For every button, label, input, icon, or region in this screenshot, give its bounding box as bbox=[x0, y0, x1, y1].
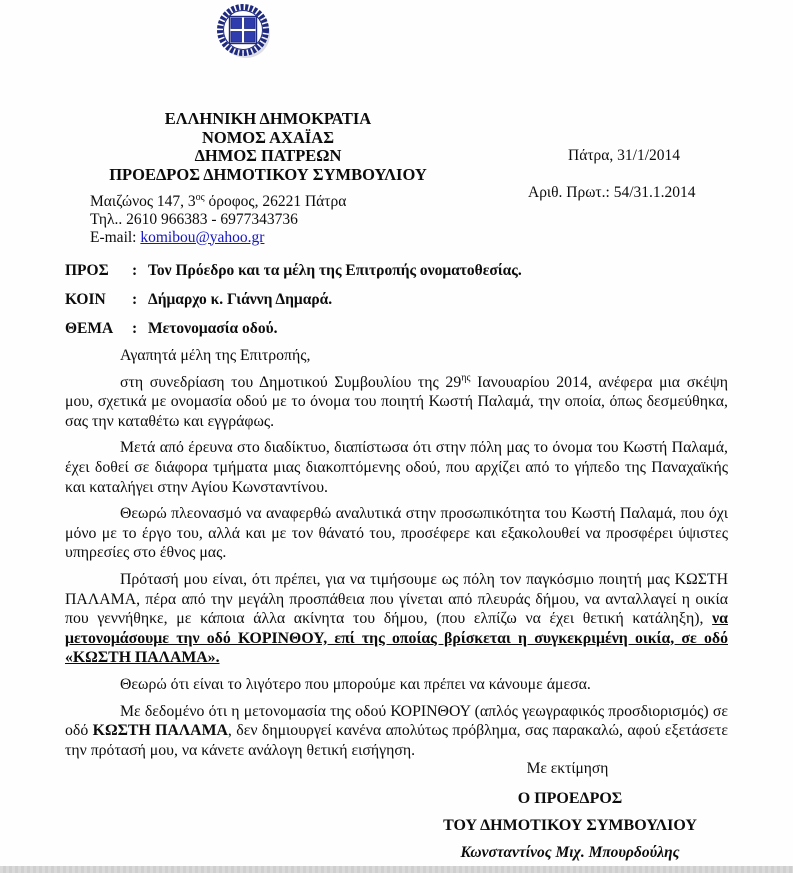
to-separator: : bbox=[132, 262, 138, 279]
protocol-number: Αριθ. Πρωτ.: 54/31.1.2014 bbox=[528, 184, 696, 201]
street-name-bold: ΚΩΣΤΗ ΠΑΛΑΜΑ bbox=[92, 722, 228, 740]
closing-phrase: Με εκτίμηση bbox=[526, 760, 609, 777]
signer-title-2: ΤΟΥ ΔΗΜΟΤΙΚΟΥ ΣΥΜΒΟΥΛΙΟΥ bbox=[443, 817, 697, 834]
place-and-date: Πάτρα, 31/1/2014 bbox=[568, 147, 681, 164]
letterhead-prefecture: ΝΟΜΟΣ ΑΧΑΪΑΣ bbox=[201, 127, 335, 147]
scan-edge-strip bbox=[0, 866, 793, 873]
subject-row bbox=[65, 319, 730, 338]
signer-title-1: Ο ΠΡΟΕΔΡΟΣ bbox=[517, 790, 623, 807]
paragraph-6: Με δεδομένο ότι η μετονομασία της οδού ΚΟΡΙΝΘΟΥ (απλός γεωγραφικός προσδιορισμός) σε οδό ΚΩΣΤΗ ΠΑΛΑΜΑ, δεν δημιουργεί κανένα απολύτως πρόβλημα, σας παρακαλώ, αφού εξετάσετε την πρότασή μου, να κάνετε ανάλογη θετική εισήγηση. bbox=[65, 702, 728, 759]
salutation: Αγαπητά μέλη της Επιτροπής, bbox=[120, 347, 311, 364]
letterhead-office: ΠΡΟΕΔΡΟΣ ΔΗΜΟΤΙΚΟΥ ΣΥΜΒΟΥΛΙΟΥ bbox=[109, 164, 427, 184]
proposal-emphasis: να μετονομάσουμε την οδό ΚΟΡΙΝΘΟΥ, επί της οποίας βρίσκεται η συγκεκριμένη οικία, σε οδό «ΚΩΣΤΗ ΠΑΛΑΜΑ». bbox=[65, 610, 728, 667]
cc-row bbox=[65, 290, 730, 309]
paragraph-1: στη συνεδρίαση του Δημοτικού Συμβουλίου της $29^{\eta\varsigma}$ Ιανουαρίου 2014, ανέφερα μια σκέψη μου, σχετικά με ονομασία οδού με το όνομα του ποιητή Κωστή Παλαμά, την οποία, όπως δεσμεύθηκα, σας την καταθέτω και εγγράφως. bbox=[65, 372, 728, 430]
street-address: Μαιζώνος 147, $3^{o\varsigma}$ όροφος, 26221 Πάτρα bbox=[90, 192, 347, 211]
signer-name: Κωνσταντίνος Μιχ. Μπουρδούλης bbox=[460, 844, 680, 861]
subject-separator: : bbox=[132, 320, 138, 337]
subject-text: Μετονομασία οδού. bbox=[148, 320, 278, 337]
email-line bbox=[90, 229, 448, 247]
greek-national-emblem-icon bbox=[216, 3, 272, 61]
letter-body bbox=[65, 346, 728, 767]
paragraph-3: Θεωρώ πλεονασμό να αναφερθώ αναλυτικά στην προσωπικότητα του Κωστή Παλαμά, που όχι μόνο με το έργο του, αλλά και με τον θάνατό του, προσέφερε και εξακολουθεί να προσφέρει ύψιστες υπηρεσίες στο έθνος μας. bbox=[65, 505, 728, 562]
to-row bbox=[65, 261, 730, 280]
letterhead-country: ΕΛΛΗΝΙΚΗ ΔΗΜΟΚΡΑΤΙΑ bbox=[164, 109, 372, 128]
letterhead bbox=[88, 110, 448, 246]
phone-line: Τηλ.. 2610 966383 - 6977343736 bbox=[90, 210, 298, 228]
paragraph-2: Μετά από έρευνα στο διαδίκτυο, διαπίστωσα ότι στην πόλη μας το όνομα του Κωστή Παλαμά, έχει δοθεί σε διάφορα τμήματα μιας διακοπτόμενης οδού, που αρχίζει από το γήπεδο της Παναχαϊκής και καταλήγει στην Αγίου Κωνσταντίνου. bbox=[65, 439, 728, 496]
signature-block bbox=[380, 789, 760, 862]
paragraph-5: Θεωρώ ότι είναι το λιγότερο που μπορούμε και πρέπει να κάνουμε άμεσα. bbox=[120, 675, 591, 693]
to-label: ΠΡΟΣ bbox=[65, 262, 109, 279]
subject-label: ΘΕΜΑ bbox=[65, 320, 114, 337]
cc-label: ΚΟΙΝ bbox=[65, 291, 106, 308]
letterhead-municipality: ΔΗΜΟΣ ΠΑΤΡΕΩΝ bbox=[194, 146, 342, 166]
cc-text: Δήμαρχο κ. Γιάννη Δημαρά. bbox=[148, 291, 333, 308]
contact-block bbox=[88, 193, 448, 246]
to-text: Τον Πρόεδρο και τα μέλη της Επιτροπής ονοματοθεσίας. bbox=[148, 262, 522, 279]
paragraph-4: Πρότασή μου είναι, ότι πρέπει, για να τιμήσουμε ως πόλη τον παγκόσμιο ποιητή μας ΚΩΣΤΗ ΠΑΛΑΜΑ, πέρα από την μεγάλη προσπάθεια που γίνεται από πλευράς δήμου, να ανταλλαγεί η οικία που γεννήθηκε, με κάποια άλλα ακίνητα του δήμου, (που ελπίζω να έχει θετική κατάληξη), να μετονομάσουμε την οδό ΚΟΡΙΝΘΟΥ, επί της οποίας βρίσκεται η συγκεκριμένη οικία, σε οδό «ΚΩΣΤΗ ΠΑΛΑΜΑ». bbox=[65, 570, 728, 667]
cc-separator: : bbox=[132, 291, 138, 308]
email-label: E-mail: bbox=[90, 228, 141, 246]
email-link[interactable]: komibou@yahoo.gr bbox=[140, 228, 265, 246]
recipient-block bbox=[65, 261, 730, 348]
